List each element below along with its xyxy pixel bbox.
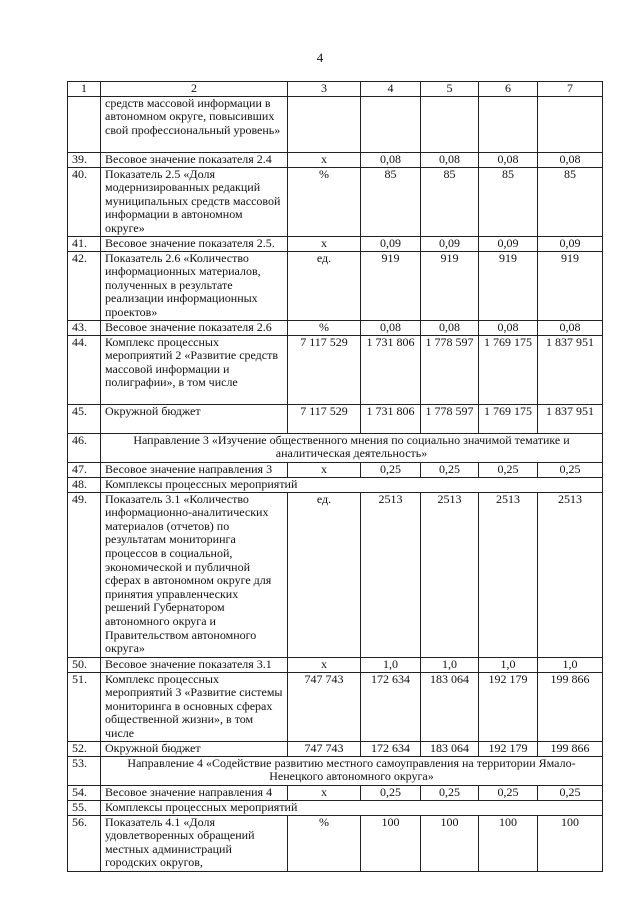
header-cell: 2 [101, 82, 288, 97]
row-value-col7: 919 [538, 251, 603, 320]
row-value-col5: 0,08 [421, 320, 479, 335]
row-value-col4: 172 634 [361, 741, 421, 756]
row-value-col6 [479, 96, 538, 152]
row-number: 56. [68, 815, 101, 871]
table-row [68, 672, 603, 741]
row-unit: ед. [288, 492, 361, 657]
table-row [68, 335, 603, 404]
table-row [68, 785, 603, 800]
row-value-col4: 1 731 806 [361, 335, 421, 404]
row-value-col7: 100 [538, 815, 603, 871]
row-value-col5: 1 778 597 [421, 335, 479, 404]
row-value-col5: 1,0 [421, 657, 479, 672]
table-row [68, 433, 603, 462]
row-value-col4: 919 [361, 251, 421, 320]
section-title: Направление 3 «Изучение общественного мнения по социально значимой тематике и аналитическая деятельность» [101, 433, 603, 462]
row-number: 49. [68, 492, 101, 657]
row-value-col5: 0,08 [421, 152, 479, 167]
row-number: 51. [68, 672, 101, 741]
table-row [68, 492, 603, 657]
row-value-col6: 0,08 [479, 320, 538, 335]
header-cell: 4 [361, 82, 421, 97]
row-name: Весовое значение показателя 2.5. [101, 236, 288, 251]
section-title: Направление 4 «Содействие развитию местного самоуправления на территории Ямало-Ненецкого автономного округа» [101, 756, 603, 785]
row-value-col4: 0,25 [361, 462, 421, 477]
row-value-col6: 0,25 [479, 785, 538, 800]
row-value-col5: 0,09 [421, 236, 479, 251]
header-cell: 1 [68, 82, 101, 97]
row-number: 52. [68, 741, 101, 756]
row-value-col5: 0,25 [421, 462, 479, 477]
row-value-col7: 85 [538, 167, 603, 236]
indicators-table [67, 81, 603, 872]
row-value-col7: 0,25 [538, 462, 603, 477]
page-number: 4 [316, 50, 324, 65]
row-unit [288, 96, 361, 152]
row-value-col4: 1,0 [361, 657, 421, 672]
row-value-col5: 919 [421, 251, 479, 320]
row-number: 53. [68, 756, 101, 785]
row-name: Весовое значение показателя 3.1 [101, 657, 288, 672]
row-number: 39. [68, 152, 101, 167]
row-value-col7: 1,0 [538, 657, 603, 672]
row-number: 55. [68, 800, 101, 815]
row-value-col7: 1 837 951 [538, 335, 603, 404]
row-number [68, 96, 101, 152]
row-value-col6: 100 [479, 815, 538, 871]
row-number: 44. [68, 335, 101, 404]
row-value-col5: 100 [421, 815, 479, 871]
row-unit: ед. [288, 251, 361, 320]
header-cell: 6 [479, 82, 538, 97]
row-name: Комплекс процессных мероприятий 3 «Развитие системы мониторинга в основных сферах общественной жизни», в том числе [101, 672, 288, 741]
row-name: Весовое значение показателя 2.4 [101, 152, 288, 167]
row-value-col5: 2513 [421, 492, 479, 657]
table-row [68, 96, 603, 152]
row-name: Весовое значение направления 3 [101, 462, 288, 477]
table-row [68, 800, 603, 815]
table-row [68, 657, 603, 672]
row-unit: х [288, 152, 361, 167]
header-cell: 3 [288, 82, 361, 97]
row-value-col5 [421, 96, 479, 152]
row-value-col4: 1 731 806 [361, 404, 421, 433]
table-row [68, 167, 603, 236]
row-value-col4: 2513 [361, 492, 421, 657]
table-row [68, 815, 603, 871]
row-value-col4: 85 [361, 167, 421, 236]
row-unit: 747 743 [288, 672, 361, 741]
header-cell: 7 [538, 82, 603, 97]
row-name: Показатель 4.1 «Доля удовлетворенных обращений местных администраций городских округов, [101, 815, 288, 871]
row-value-col6: 919 [479, 251, 538, 320]
section-title: Комплексы процессных мероприятий [101, 800, 603, 815]
row-value-col6: 192 179 [479, 672, 538, 741]
header-cell: 5 [421, 82, 479, 97]
table-row [68, 477, 603, 492]
row-name: Показатель 2.6 «Количество информационных материалов, полученных в результате реализации информационных проектов» [101, 251, 288, 320]
row-value-col5: 0,25 [421, 785, 479, 800]
row-unit: % [288, 320, 361, 335]
row-number: 46. [68, 433, 101, 462]
row-number: 47. [68, 462, 101, 477]
table-row [68, 404, 603, 433]
row-name: Комплекс процессных мероприятий 2 «Развитие средств массовой информации и полиграфии», в том числе [101, 335, 288, 404]
row-value-col7: 1 837 951 [538, 404, 603, 433]
row-number: 54. [68, 785, 101, 800]
row-unit: х [288, 657, 361, 672]
row-number: 50. [68, 657, 101, 672]
table-row [68, 236, 603, 251]
row-value-col7 [538, 96, 603, 152]
row-value-col4: 0,25 [361, 785, 421, 800]
row-value-col7: 0,09 [538, 236, 603, 251]
row-name: средств массовой информации в автономном округе, повысивших свой профессиональный уровень» [101, 96, 288, 152]
row-value-col6: 1 769 175 [479, 335, 538, 404]
row-value-col7: 199 866 [538, 672, 603, 741]
row-number: 45. [68, 404, 101, 433]
row-number: 42. [68, 251, 101, 320]
table-row [68, 152, 603, 167]
row-unit: х [288, 236, 361, 251]
row-value-col6: 1,0 [479, 657, 538, 672]
row-name: Окружной бюджет [101, 741, 288, 756]
table-row [68, 251, 603, 320]
row-unit: % [288, 167, 361, 236]
row-unit: 7 117 529 [288, 404, 361, 433]
row-value-col5: 1 778 597 [421, 404, 479, 433]
row-number: 43. [68, 320, 101, 335]
table-row [68, 756, 603, 785]
table-header-row [68, 82, 603, 97]
row-value-col4: 0,08 [361, 152, 421, 167]
row-value-col6: 1 769 175 [479, 404, 538, 433]
table-row [68, 320, 603, 335]
row-unit: х [288, 785, 361, 800]
row-value-col5: 183 064 [421, 741, 479, 756]
row-value-col7: 0,08 [538, 152, 603, 167]
row-number: 48. [68, 477, 101, 492]
row-value-col4: 172 634 [361, 672, 421, 741]
row-value-col7: 2513 [538, 492, 603, 657]
row-value-col5: 85 [421, 167, 479, 236]
row-value-col6: 0,25 [479, 462, 538, 477]
row-value-col5: 183 064 [421, 672, 479, 741]
row-value-col6: 85 [479, 167, 538, 236]
row-number: 40. [68, 167, 101, 236]
row-name: Показатель 3.1 «Количество информационно-аналитических материалов (отчетов) по результатам мониторинга процессов в социальной, экономической и публичной сферах в автономном округе для принятия управленческих решений Губернатором автономного округа и Правительством автономного округа» [101, 492, 288, 657]
row-value-col6: 2513 [479, 492, 538, 657]
table-row [68, 741, 603, 756]
row-value-col6: 0,09 [479, 236, 538, 251]
section-title: Комплексы процессных мероприятий [101, 477, 603, 492]
row-number: 41. [68, 236, 101, 251]
row-name: Весовое значение направления 4 [101, 785, 288, 800]
row-value-col4: 0,08 [361, 320, 421, 335]
row-unit: 747 743 [288, 741, 361, 756]
table-row [68, 462, 603, 477]
row-value-col6: 192 179 [479, 741, 538, 756]
row-value-col4: 0,09 [361, 236, 421, 251]
row-unit: х [288, 462, 361, 477]
row-unit: 7 117 529 [288, 335, 361, 404]
row-unit: % [288, 815, 361, 871]
row-name: Окружной бюджет [101, 404, 288, 433]
row-value-col4 [361, 96, 421, 152]
row-value-col7: 0,08 [538, 320, 603, 335]
row-value-col4: 100 [361, 815, 421, 871]
row-value-col7: 0,25 [538, 785, 603, 800]
row-name: Показатель 2.5 «Доля модернизированных редакций муниципальных средств массовой информации в автономном округе» [101, 167, 288, 236]
row-value-col6: 0,08 [479, 152, 538, 167]
row-name: Весовое значение показателя 2.6 [101, 320, 288, 335]
row-value-col7: 199 866 [538, 741, 603, 756]
